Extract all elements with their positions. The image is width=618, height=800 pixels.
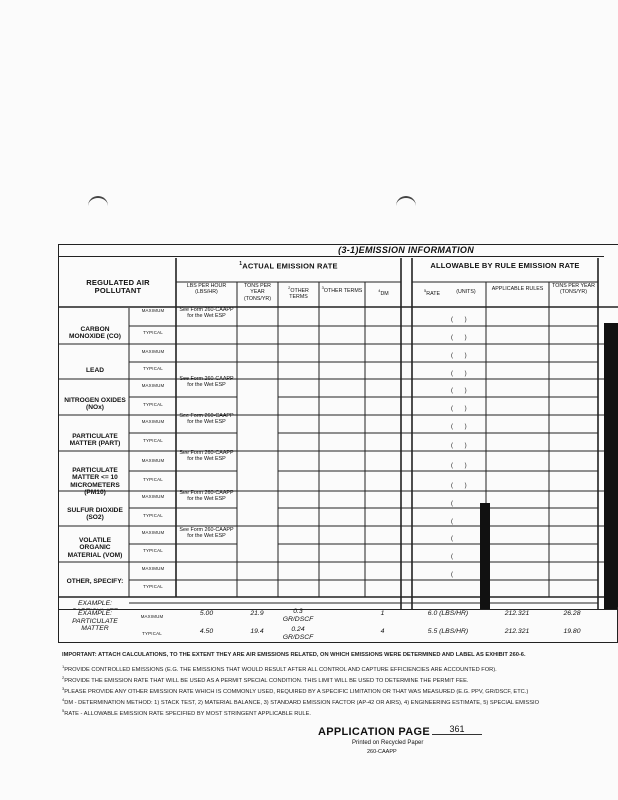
maximum-label: MAXIMUM	[141, 494, 165, 499]
footnote	[62, 686, 618, 695]
units-parens: (	[451, 536, 453, 542]
column-header: TONS PER YEAR (TONS/YR)	[244, 283, 271, 302]
form-number: 260-CAAPP	[367, 749, 397, 755]
units-parens: ( )	[451, 317, 467, 323]
column-header: (UNITS)	[456, 289, 476, 295]
example-max-dm: 1	[380, 610, 385, 617]
footnote-number: 3	[62, 686, 65, 692]
units-parens: (	[451, 519, 453, 525]
other-terms-label: OTHER TERMS	[289, 287, 309, 301]
units-parens: ( )	[451, 424, 467, 430]
maximum-label: MAXIMUM	[140, 614, 164, 619]
footnote-text: DM - DETERMINATION METHOD: 1) STACK TEST, 2) MATERIAL BALANCE, 3) STANDARD EMISSION FACTOR (AP-42 OR AIRS), 4) ENGINEERING ESTIMATE, 5) SPECIAL EMISSIO	[64, 700, 539, 707]
rate-label: RATE	[426, 290, 440, 297]
actual-emission-rate-label: ACTUAL EMISSION RATE	[242, 261, 338, 271]
units-parens: ( )	[451, 463, 467, 469]
units-parens: ( )	[451, 406, 467, 412]
example-label: EXAMPLE:	[78, 600, 112, 607]
example-typ-rules: 212.321	[504, 628, 530, 635]
example-max-rate: 6.0 (LBS/HR)	[427, 610, 469, 617]
important-note: IMPORTANT: ATTACH CALCULATIONS, TO THE EXTENT THEY ARE AIR EMISSIONS RELATED, ON WHICH EMISSIONS WERE DETERMINED AND LABEL AS EXHIBIT 260-6.	[62, 652, 526, 658]
typical-label: TYPICAL	[143, 477, 163, 482]
footnote-text: PLEASE PROVIDE ANY OTHER EMISSION RATE WHICH IS COMMONLY USED, REQUIRED BY A SPECIFIC LIMITATION OR THAT WAS MEASURED (E.G. PPV, GR/DSCF, ETC.)	[64, 689, 529, 696]
pollutant-name: LEAD	[86, 367, 104, 374]
pollutant-name: PARTICULATE MATTER <= 10 MICROMETERS (PM10)	[70, 467, 120, 497]
example-label-text: EXAMPLE: PARTICULATE MATTER	[72, 610, 118, 633]
see-form-note: See Form 260-CAAPP for the Wet ESP	[179, 413, 234, 426]
example-typ-dm: 4	[380, 628, 385, 635]
column-header: TONS PER YEAR (TONS/YR)	[552, 283, 595, 296]
other-terms-label: OTHER TERMS	[323, 287, 363, 294]
column-header	[320, 286, 364, 294]
application-page-label: APPLICATION PAGE	[318, 726, 430, 738]
redaction-bar	[480, 503, 490, 610]
example-box	[58, 607, 618, 643]
pollutant-name: SULFUR DIOXIDE (SO2)	[67, 507, 123, 522]
example-typ-allow-tons: 19.80	[563, 628, 581, 635]
see-form-note: See Form 260-CAAPP for the Wet ESP	[179, 450, 234, 463]
typical-label: TYPICAL	[143, 548, 163, 553]
column-header	[366, 289, 401, 297]
footnote-number: 1	[62, 664, 65, 669]
page-corner-mark-right	[396, 196, 416, 210]
example-typ-tons: 19.4	[250, 628, 264, 635]
units-parens: ( )	[451, 443, 467, 449]
example-max-lbs: 5.00	[199, 610, 214, 617]
see-form-note: See Form 260-CAAPP for the Wet ESP	[179, 307, 234, 320]
units-parens: ( )	[451, 371, 467, 377]
typical-label: TYPICAL	[142, 631, 162, 636]
maximum-label: MAXIMUM	[141, 458, 165, 463]
footnote-text: PROVIDE THE EMISSION RATE THAT WILL BE USED AS A PERMIT SPECIAL CONDITION. THIS LIMIT WILL BE USED TO DETERMINE THE PERMIT FEE.	[64, 677, 469, 684]
see-form-note: See Form 260-CAAPP for the Wet ESP	[179, 376, 234, 389]
example-max-rules: 212.321	[504, 610, 530, 617]
typical-label: TYPICAL	[143, 438, 163, 443]
units-parens: (	[451, 501, 453, 507]
recycled-paper-note: Printed on Recycled Paper	[352, 740, 424, 746]
allowable-emission-rate-header: ALLOWABLE BY RULE EMISSION RATE	[430, 261, 580, 270]
maximum-label: MAXIMUM	[141, 419, 165, 424]
example-max-allow-tons: 26.28	[563, 610, 581, 617]
footnote	[62, 664, 618, 673]
see-form-note: See Form 260-CAAPP for the Wet ESP	[179, 490, 234, 503]
emission-information-table	[58, 244, 618, 610]
see-form-note: See Form 260-CAAPP for the Wet ESP	[179, 527, 234, 540]
column-header	[415, 289, 449, 297]
maximum-label: MAXIMUM	[141, 383, 165, 388]
section-title: (3-1)EMISSION INFORMATION	[59, 245, 604, 257]
footnote	[62, 697, 618, 706]
dm-label: DM	[380, 290, 389, 297]
typical-label: TYPICAL	[143, 330, 163, 335]
redaction-bar	[604, 323, 618, 610]
column-header: LBS PER HOUR (LBS/HR)	[186, 283, 227, 296]
footnote-text: RATE - ALLOWABLE EMISSION RATE SPECIFIED BY MOST STRINGENT APPLICABLE RULE.	[64, 711, 311, 718]
typical-label: TYPICAL	[143, 366, 163, 371]
units-parens: ( )	[451, 353, 467, 359]
footnote-text: PROVIDE CONTROLLED EMISSIONS (E.G. THE EMISSIONS THAT WOULD RESULT AFTER ALL CONTROL AND CAPTURE EFFICIENCIES ARE ACCOUNTED FOR).	[64, 666, 497, 673]
pollutant-name: NITROGEN OXIDES (NOx)	[64, 397, 126, 412]
actual-emission-rate-header	[176, 262, 401, 271]
column-header: APPLICABLE RULES	[491, 286, 544, 292]
maximum-label: MAXIMUM	[141, 566, 165, 571]
example-max-tons: 21.9	[250, 610, 264, 617]
footnote-marker: 4	[378, 288, 381, 293]
units-parens: ( )	[451, 483, 467, 489]
maximum-label: MAXIMUM	[141, 530, 165, 535]
page-number: 361	[432, 724, 482, 735]
pollutant-name: OTHER, SPECIFY:	[66, 578, 124, 585]
units-parens: ( )	[451, 335, 467, 341]
footnote-number: 2	[62, 675, 65, 681]
footnote-marker: 2	[288, 285, 291, 290]
pollutant-name: PARTICULATE MATTER (PART)	[69, 433, 121, 448]
footnote	[62, 675, 618, 684]
page-corner-mark-left	[88, 196, 108, 210]
maximum-label: MAXIMUM	[141, 308, 165, 313]
footnote-number: 5	[62, 708, 65, 714]
units-parens: (	[451, 572, 453, 578]
typical-label: TYPICAL	[143, 584, 163, 589]
footnotes	[62, 652, 618, 719]
example-typ-other: 0.24 GR/DSCF	[282, 626, 314, 641]
column-header	[279, 286, 318, 300]
regulated-air-pollutant-header: REGULATED AIR POLLUTANT	[86, 278, 150, 296]
example-max-other: 0.3 GR/DSCF	[282, 608, 314, 623]
units-parens: ( )	[451, 388, 467, 394]
pollutant-name: CARBON MONOXIDE (CO)	[68, 326, 122, 341]
example-typ-rate: 5.5 (LBS/HR)	[427, 628, 469, 635]
pollutant-name: VOLATILE ORGANIC MATERIAL (VOM)	[67, 537, 123, 559]
footnote-number: 4	[62, 697, 65, 703]
maximum-label: MAXIMUM	[141, 349, 165, 354]
units-parens: (	[451, 554, 453, 560]
typical-label: TYPICAL	[143, 513, 163, 518]
typical-label: TYPICAL	[143, 402, 163, 407]
footnote	[62, 708, 618, 717]
footnote-marker: 1	[239, 261, 243, 267]
footnote-marker: 3	[321, 285, 324, 290]
example-typ-lbs: 4.50	[199, 628, 214, 635]
footnote-marker: 5	[424, 288, 427, 293]
